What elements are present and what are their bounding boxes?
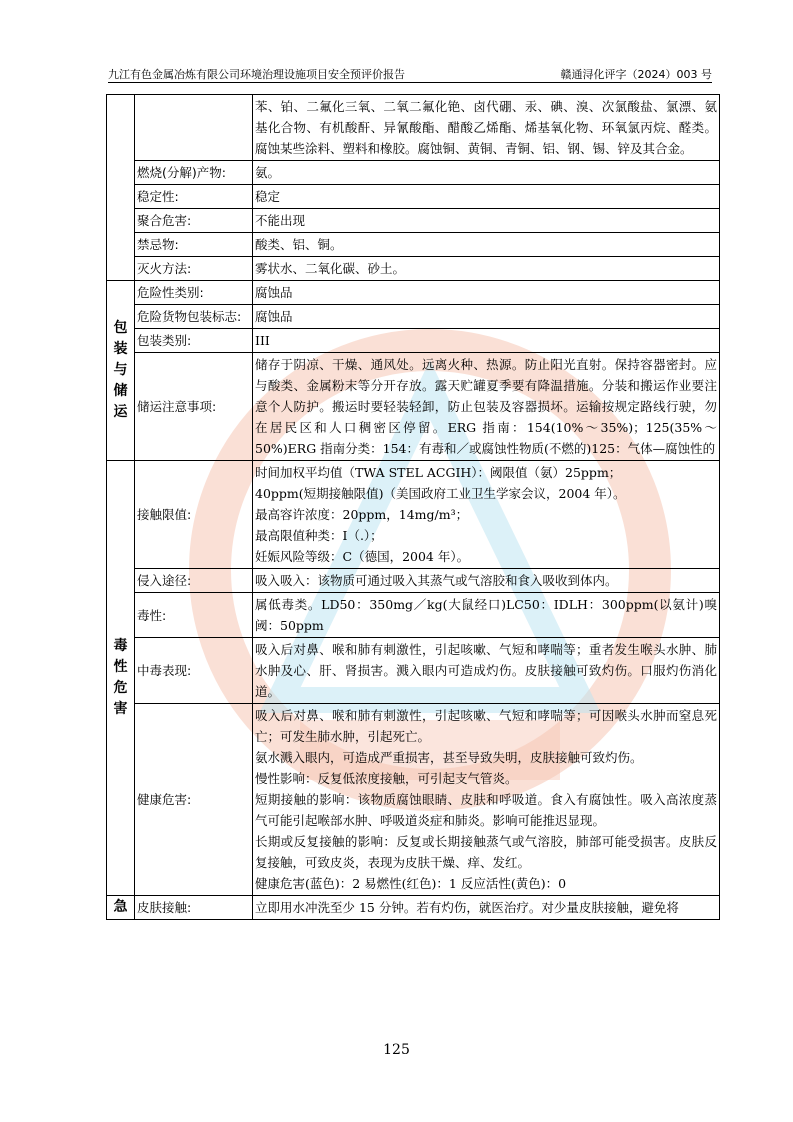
forbidden-value: 酸类、铝、铜。 [253, 233, 720, 257]
table-row [107, 281, 720, 305]
route-label: 侵入途径: [135, 569, 253, 593]
header-report-number: 赣通浔化评字（2024）003 号 [560, 68, 712, 81]
exposure-label: 接触限值: [135, 461, 253, 569]
group-emergency: 急 [107, 896, 135, 920]
health-value: 吸入后对鼻、喉和肺有刺激性，引起咳嗽、气短和哮喘等；可因喉头水肿而窒息死亡；可发生肺水肿，引起死亡。 氨水溅入眼内，可造成严重损害，甚至导致失明，皮肤接触可致灼伤。 慢性影响：反复低浓度接触，可引起支气管炎。 短期接触的影响：该物质腐蚀眼睛、皮肤和呼吸道。食入有腐蚀性。吸入高浓度蒸气可能引起喉部水肿、呼吸道炎症和肺炎。影响可能推迟显现。 长期或反复接触的影响：反复或长期接触蒸气或气溶胶，肺部可能受损害。皮肤反复接触，可致皮炎，表现为皮肤干燥、痒、发红。 健康危害(蓝色)：2 易燃性(红色)：1 反应活性(黄色)：0 [253, 704, 720, 896]
combustion-value: 氨。 [253, 161, 720, 185]
dg-mark-label: 危险货物包装标志: [135, 305, 253, 329]
health-label: 健康危害: [135, 704, 253, 896]
toxicity-value: 属低毒类。LD50：350mg／kg(大鼠经口)LC50：IDLH：300ppm(以氨计)嗅阈：50ppm [253, 593, 720, 638]
stability-label: 稳定性: [135, 185, 253, 209]
page-header [108, 64, 712, 83]
fire-value: 雾状水、二氧化碳、砂土。 [253, 257, 720, 281]
table-row [107, 353, 720, 461]
group-cell-blank [107, 95, 135, 281]
route-value: 吸入吸入：该物质可通过吸入其蒸气或气溶胶和食入吸收到体内。 [253, 569, 720, 593]
fire-label: 灭火方法: [135, 257, 253, 281]
pack-class-value: III [253, 329, 720, 353]
poisoning-label: 中毒表现: [135, 638, 253, 704]
group-toxicity-hazard: 毒 性 危 害 [107, 461, 135, 896]
table-row [107, 593, 720, 638]
table-row [107, 569, 720, 593]
poisoning-value: 吸入后对鼻、喉和肺有刺激性，引起咳嗽、气短和哮喘等；重者发生喉头水肿、肺水肿及心、肝、肾损害。溅入眼内可造成灼伤。皮肤接触可致灼伤。口服灼伤消化道。 [253, 638, 720, 704]
hazard-class-value: 腐蚀品 [253, 281, 720, 305]
table-row [107, 638, 720, 704]
hazard-class-label: 危险性类别: [135, 281, 253, 305]
table-row [107, 161, 720, 185]
skin-value: 立即用水冲洗至少 15 分钟。若有灼伤，就医治疗。对少量皮肤接触，避免将 [253, 896, 720, 920]
polymerization-value: 不能出现 [253, 209, 720, 233]
msds-table [106, 94, 720, 920]
polymerization-label: 聚合危害: [135, 209, 253, 233]
dg-mark-value: 腐蚀品 [253, 305, 720, 329]
storage-label: 储运注意事项: [135, 353, 253, 461]
table-row [107, 209, 720, 233]
table-row [107, 185, 720, 209]
exposure-value: 时间加权平均值（TWA STEL ACGIH）：阈限值（氨）25ppm； 40ppm(短期接触限值)（美国政府工业卫生学家会议，2004 年）。 最高容许浓度：20ppm，14mg/m³； 最高限值种类：I（.）； 妊娠风险等级：C（德国，2004 年）。 [253, 461, 720, 569]
table-row [107, 305, 720, 329]
table-row [107, 704, 720, 896]
incompatible-cont-label [135, 95, 253, 161]
combustion-label: 燃烧(分解)产物: [135, 161, 253, 185]
page-number: 125 [383, 1042, 410, 1058]
storage-value: 储存于阴凉、干燥、通风处。远离火种、热源。防止阳光直射。保持容器密封。应与酸类、金属粉末等分开存放。露天贮罐夏季要有降温措施。分装和搬运作业要注意个人防护。搬运时要轻装轻卸，防止包装及容器损坏。运输按规定路线行驶，勿在居民区和人口稠密区停留。ERG 指南：154(10%～35%)；125(35%～50%)ERG 指南分类：154：有毒和／或腐蚀性物质(不燃的)125：气体—腐蚀性的 [253, 353, 720, 461]
table-row [107, 257, 720, 281]
table-row [107, 329, 720, 353]
header-report-title: 九江有色金属冶炼有限公司环境治理设施项目安全预评价报告 [108, 68, 405, 81]
pack-class-label: 包装类别: [135, 329, 253, 353]
stability-value: 稳定 [253, 185, 720, 209]
forbidden-label: 禁忌物: [135, 233, 253, 257]
table-row [107, 95, 720, 161]
table-row [107, 233, 720, 257]
table-row [107, 461, 720, 569]
table-row [107, 896, 720, 920]
group-packaging-storage: 包 装 与 储 运 [107, 281, 135, 461]
toxicity-label: 毒性: [135, 593, 253, 638]
skin-label: 皮肤接触: [135, 896, 253, 920]
incompatible-cont-value: 苯、铂、二氟化三氧、二氧二氟化铯、卤代硼、汞、碘、溴、次氯酸盐、氯漂、氨基化合物、有机酸酐、异氰酸酯、醋酸乙烯酯、烯基氧化物、环氧氯丙烷、醛类。腐蚀某些涂料、塑料和橡胶。腐蚀铜、黄铜、青铜、铝、钢、锡、锌及其合金。 [253, 95, 720, 161]
